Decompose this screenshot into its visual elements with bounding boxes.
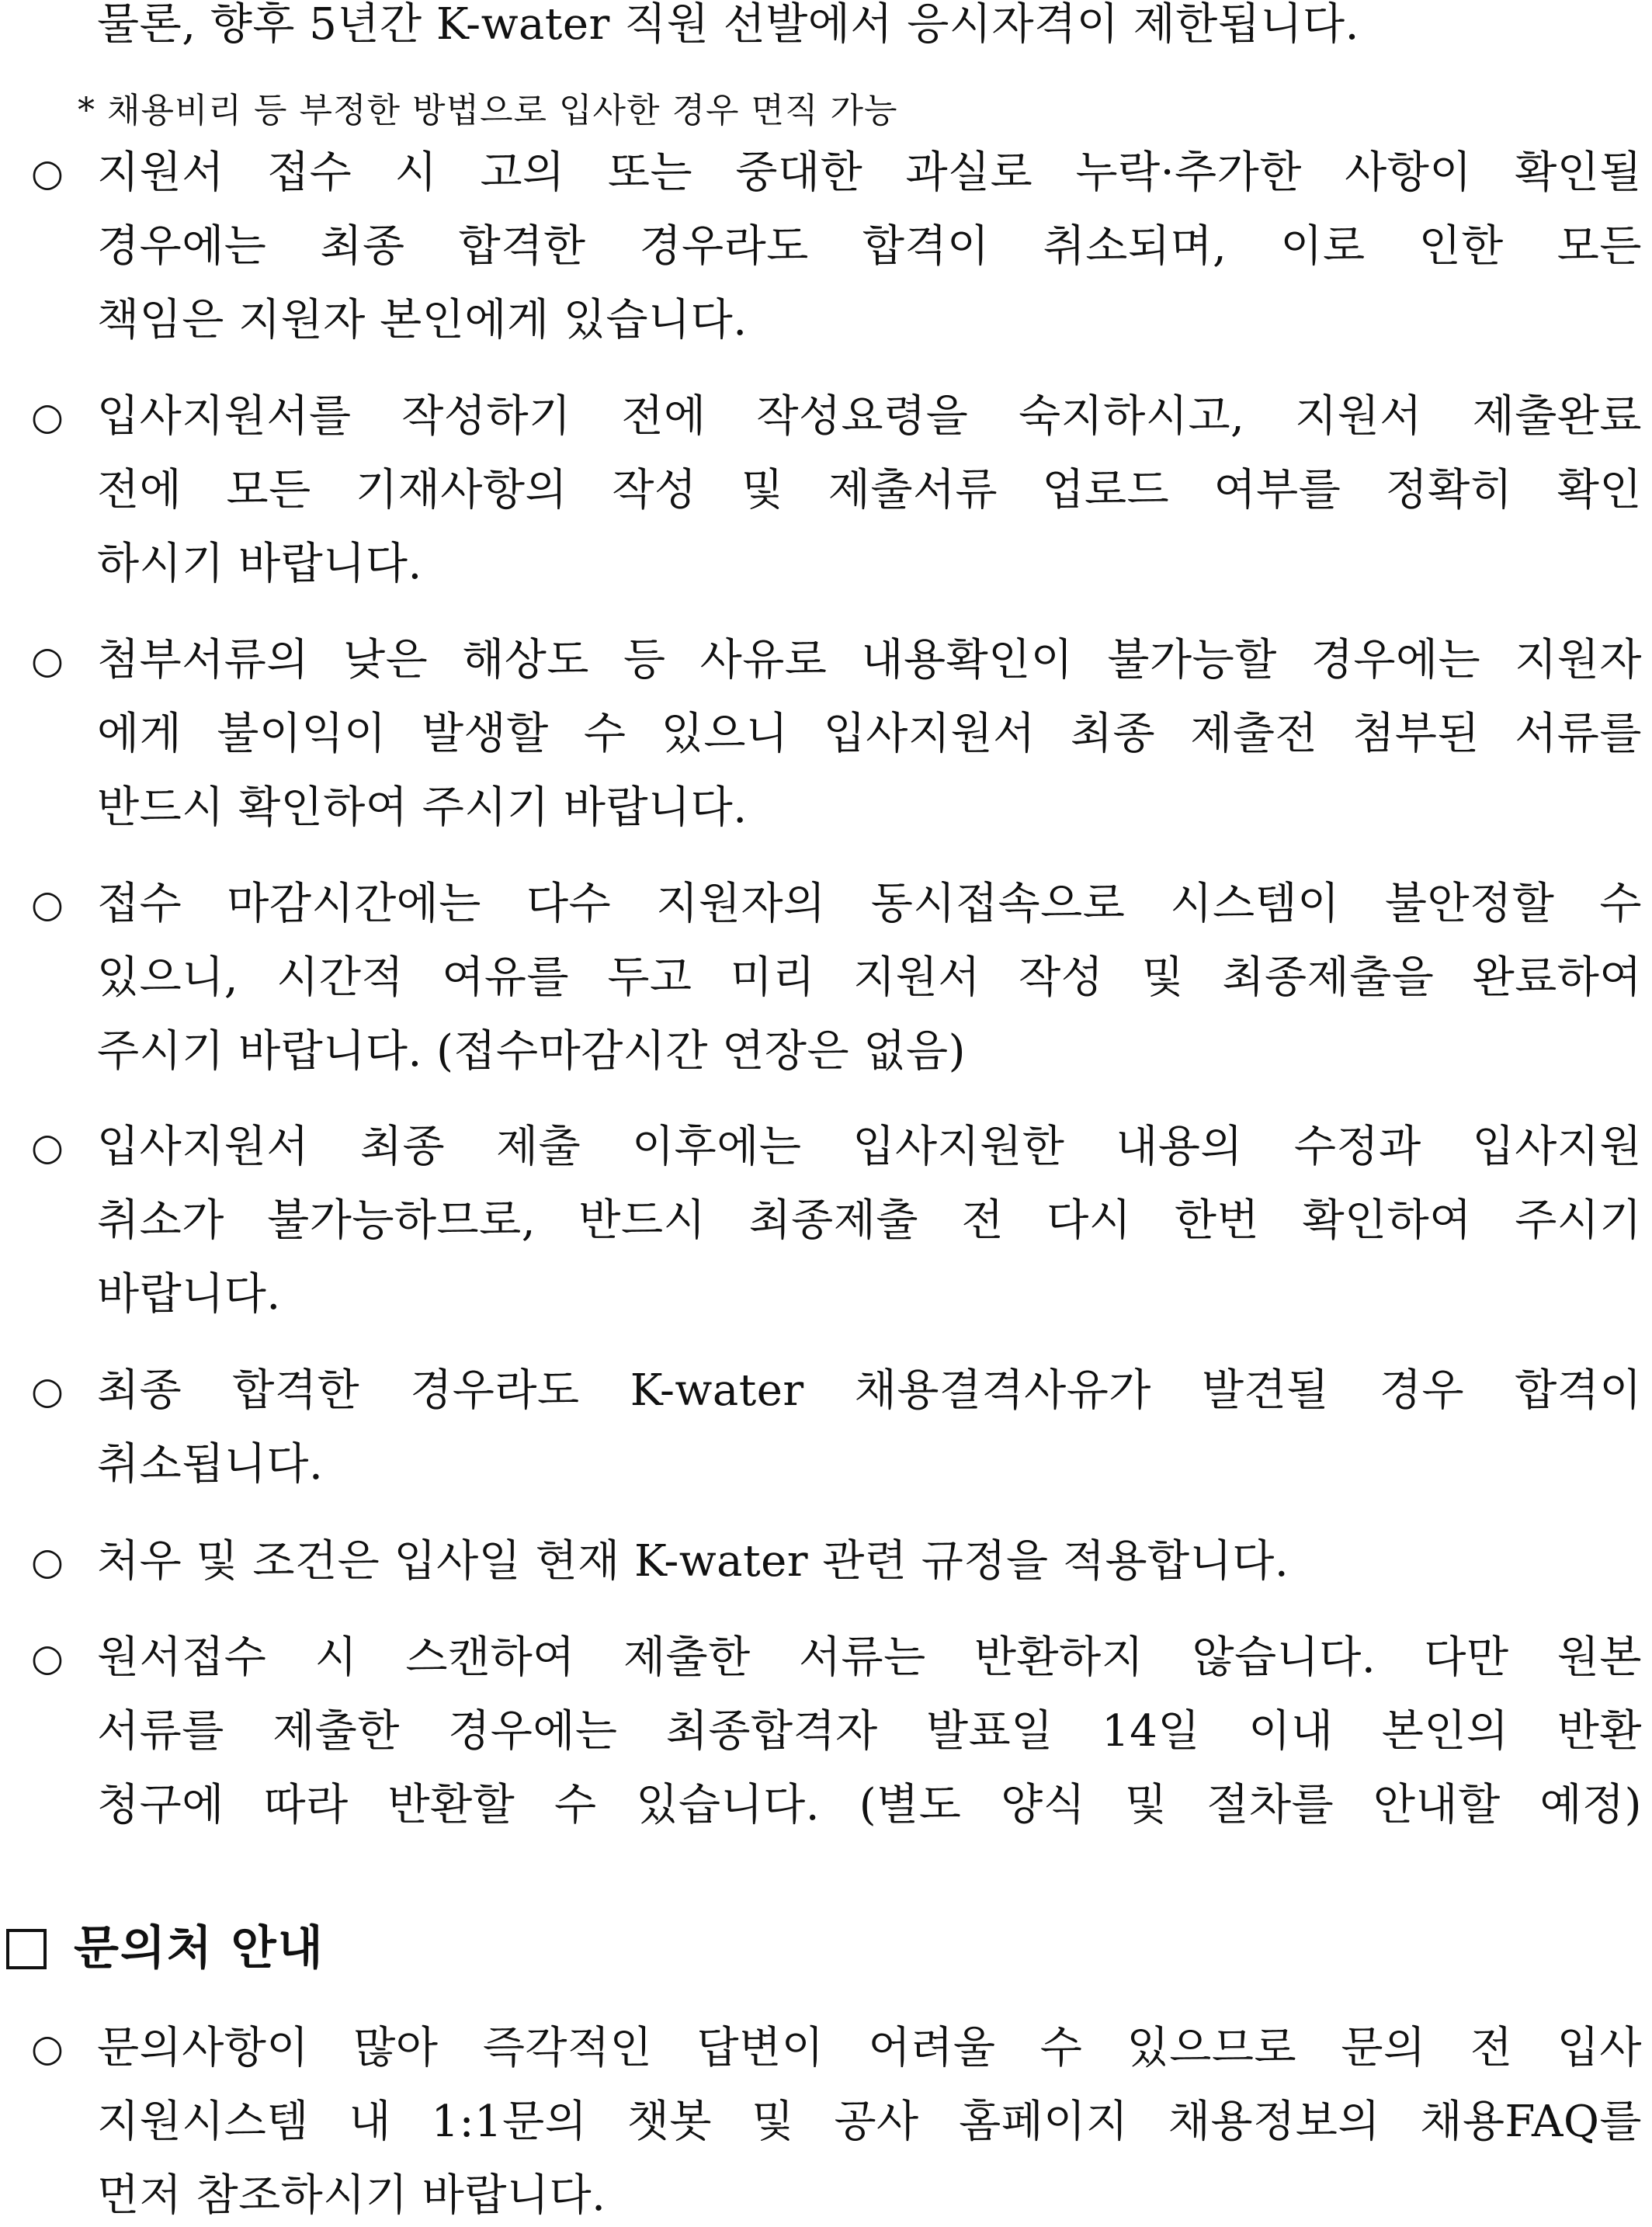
- bullet-icon: ○: [31, 1369, 64, 1413]
- list-item-line: 원서접수 시 스캔하여 제출한 서류는 반환하지 않습니다. 다만 원본: [97, 1632, 1642, 1683]
- list-item-line: 접수 마감시간에는 다수 지원자의 동시접속으로 시스템이 불안정할 수: [97, 879, 1642, 929]
- list-item-line: 첨부서류의 낮은 해상도 등 사유로 내용확인이 불가능할 경우에는 지원자: [97, 635, 1642, 685]
- footnote: * 채용비리 등 부정한 방법으로 입사한 경우 면직 가능: [78, 91, 898, 130]
- list-item-line: 입사지원서 최종 제출 이후에는 입사지원한 내용의 수정과 입사지원: [97, 1122, 1642, 1172]
- bullet-icon: ○: [31, 1636, 64, 1680]
- list-item-line: 청구에 따라 반환할 수 있습니다. (별도 양식 및 절차를 안내할 예정): [97, 1780, 1642, 1830]
- checkbox-square-icon: [6, 1929, 47, 1969]
- bullet-icon: ○: [31, 2027, 64, 2070]
- section-heading: 문의처 안내: [74, 1921, 324, 1976]
- list-item-line: 하시기 바랍니다.: [97, 539, 422, 589]
- list-item-line: 취소됩니다.: [97, 1439, 324, 1490]
- list-item-line: 입사지원서를 작성하기 전에 작성요령을 숙지하시고, 지원서 제출완료: [97, 391, 1642, 442]
- bullet-icon: ○: [31, 151, 64, 195]
- list-item-line: 지원서 접수 시 고의 또는 중대한 과실로 누락·추가한 사항이 확인될: [97, 147, 1642, 198]
- bullet-icon: ○: [31, 395, 64, 439]
- bullet-icon: ○: [31, 1126, 64, 1169]
- list-item-line: 반드시 확인하여 주시기 바랍니다.: [97, 782, 748, 833]
- list-item-line: 처우 및 조건은 입사일 현재 K-water 관련 규정을 적용합니다.: [97, 1536, 1289, 1587]
- list-item-line: 에게 불이익이 발생할 수 있으니 입사지원서 최종 제출전 첨부된 서류를: [97, 709, 1642, 759]
- list-item-line: 주시기 바랍니다. (접수마감시간 연장은 없음): [97, 1026, 966, 1077]
- list-item-line: 취소가 불가능하므로, 반드시 최종제출 전 다시 한번 확인하여 주시기: [97, 1195, 1642, 1246]
- continuation-line: 물론, 향후 5년간 K-water 직원 선발에서 응시자격이 제한됩니다.: [97, 0, 1359, 50]
- bullet-icon: ○: [31, 883, 64, 926]
- list-item-line: 최종 합격한 경우라도 K-water 채용결격사유가 발견될 경우 합격이: [97, 1365, 1642, 1416]
- list-item-line: 지원시스템 내 1:1문의 챗봇 및 공사 홈페이지 채용정보의 채용FAQ를: [97, 2097, 1642, 2147]
- list-item-line: 전에 모든 기재사항의 작성 및 제출서류 업로드 여부를 정확히 확인: [97, 465, 1642, 515]
- list-item-line: 경우에는 최종 합격한 경우라도 합격이 취소되며, 이로 인한 모든: [97, 221, 1642, 272]
- bullet-icon: ○: [31, 1540, 64, 1584]
- list-item-line: 문의사항이 많아 즉각적인 답변이 어려울 수 있으므로 문의 전 입사: [97, 2023, 1642, 2073]
- list-item-line: 바랍니다.: [97, 1269, 281, 1320]
- list-item-line: 먼저 참조하시기 바랍니다.: [97, 2170, 606, 2221]
- list-item-line: 책임은 지원자 본인에게 있습니다.: [97, 295, 748, 345]
- bullet-icon: ○: [31, 639, 64, 682]
- list-item-line: 서류를 제출한 경우에는 최종합격자 발표일 14일 이내 본인의 반환: [97, 1706, 1642, 1757]
- list-item-line: 있으니, 시간적 여유를 두고 미리 지원서 작성 및 최종제출을 완료하여: [97, 952, 1642, 1003]
